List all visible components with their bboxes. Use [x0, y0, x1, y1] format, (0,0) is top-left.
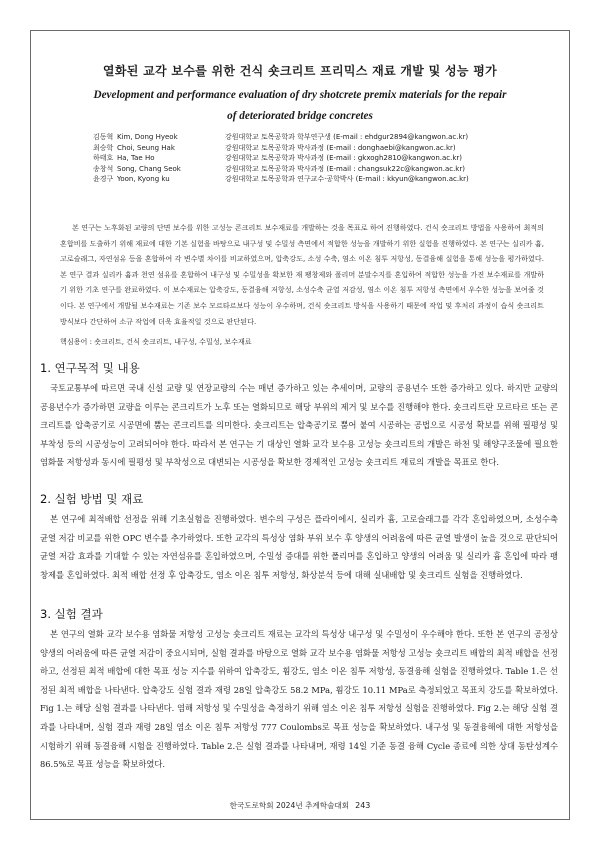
author-affiliation: 강원대학교 토목공학과 박사과정 (E-mail : changsuk22c@kangwon.ac.kr): [225, 164, 465, 173]
keywords: 핵심용어 : 숏크리트, 건식 숏크리트, 내구성, 수밀성, 보수재료: [60, 337, 252, 346]
paper-title-korean: 열화된 교각 보수를 위한 건식 숏크리트 프리믹스 재료 개발 및 성능 평가: [102, 64, 498, 78]
abstract: 본 연구는 노후화된 교량의 단면 보수를 위한 고성능 콘크리트 보수재료를 개발하는 것을 목표로 하여 진행하였다. 건식 숏크리트 방법을 사용하여 최적의 혼합비를 도출하기 위해 재료에 대한 기본 실험을 바탕으로 내구성 및 수밀성 측면에서 적합한 성능을 개발하기 위한 실험을 진행하였다. 본 연구는 실리카 흄, 고로슬래그, 자연섬유 등을 혼합하여 각 변수별 차이를 비교하였으며, 압축강도, 소성 수축, 염소 이온 침투 저항성, 동결융해 실험을 통해 성능을 평가하였다. 본 연구 결과 실리카 흄과 천연 섬유를 혼합하여 내구성 및 수밀성을 확보한 재 팽창제와 폴리머 분말수지를 혼입하여 적합한 성능을 가진 보수재료를 개발하기 위한 기초 연구를 완료하였다. 이 보수재료는 압축강도, 동결융해 저항성, 소성수축 균열 저감성, 염소 이온 침투 저항성 측면에서 우수한 성능을 보여줄 것이다. 본 연구에서 개발될 보수재료는 기존 보수 모르타르보다 성능이 우수하며, 건식 숏크리트 방식을 사용하기 때문에 작업 및 후처리 과정이 습식 숏크리트 방식보다 간단하여 소규 작업에 더욱 효율적일 것으로 판단된다.: [60, 223, 544, 326]
author-name-english: Choi, Seung Hak: [117, 143, 175, 152]
author-row: [93, 143, 469, 154]
author-name-korean: 하태호: [93, 154, 114, 163]
author-name-korean: 윤경구: [93, 175, 114, 184]
author-name-korean: 송창석: [93, 164, 114, 173]
author-name-korean: 최승학: [93, 143, 114, 152]
author-name-english: Ha, Tae Ho: [117, 154, 155, 163]
author-name-english: Yoon, Kyong ku: [117, 175, 170, 184]
author-list: [93, 132, 469, 185]
author-affiliation: 강원대학교 토목공학과 박사과정 (E-mail : gkxogh2810@kangwon.ac.kr): [225, 154, 463, 163]
author-affiliation: 강원대학교 토목공학과 학부연구생 (E-mail : ehdgur2894@kangwon.ac.kr): [225, 133, 469, 141]
section-heading: 3. 실험 결과: [40, 607, 103, 621]
author-row: [93, 164, 469, 175]
page-footer: [0, 800, 600, 811]
author-name-english: Kim, Dong Hyeok: [117, 133, 178, 141]
author-name-english: Song, Chang Seok: [117, 164, 181, 173]
author-affiliation: 강원대학교 토목공학과 박사과정 (E-mail : donghaebi@kangwon.ac.kr): [225, 143, 456, 152]
author-row: [93, 132, 469, 143]
section-heading: 2. 실험 방법 및 재료: [40, 492, 144, 506]
page-number: 243: [355, 801, 371, 810]
author-affiliation: 강원대학교 토목공학과 연구교수·공학박사 (E-mail : kkyun@kangwon.ac.kr): [225, 175, 469, 184]
paper-title-english: Development and performance evaluation of dry shotcrete premix materials for the repair of deteriorated bridge concretes: [93, 89, 507, 122]
section-body: 본 연구에 최적배합 선정을 위해 기초실험을 진행하였다. 변수의 구성은 플라이에시, 실리카 흄, 고로슬래그를 각각 혼입하였으며, 소성수축 균열 저감 비교를 위한 OPC 변수를 추가하였다. 또한 교각의 특성상 염화 부위 보수 후 양생의 어려움에 따른 균열 발생이 높을 것으로 판단되어 균열 저감 효과를 기대할 수 있는 자연섬유를 혼입하였으며, 수밀성 증대를 위한 폴리머를 혼입하고 양생의 어려움 및 실리카 흄 혼입에 따라 팽창제를 혼입하였다. 최적 배합 선정 후 압축강도, 염소 이온 침투 저항성, 화상분석 등에 대해 실내배합 및 숏크리트 실험을 진행하였다.: [40, 514, 558, 580]
author-name-korean: 김동혁: [93, 133, 114, 141]
section-body: 국토교통부에 따르면 국내 신설 교량 및 연장교량의 수는 매년 증가하고 있는 추세이며, 교량의 공용년수 또한 증가하고 있다. 하지만 교량의 공용년수가 증가하면 교량을 이루는 콘크리트가 노후 또는 열화되므로 해당 부위의 제거 및 보수를 진행해야 한다. 숏크리트란 모르타르 또는 콘크리트를 압축공기로 시공면에 뿜는 콘크리트를 의미한다. 숏크리트는 압축공기로 뿜어 붙여 시공하는 공법으로 시공성 확보를 위해 필평성 및 부착성 등의 시공성능이 고려되어야 한다. 따라서 본 연구는 기 대상인 열화 교각 보수용 고성능 숏크리트의 개발은 하천 및 해양구조물에 필요한 염화물 저항성과 동시에 필평성 및 부착성으로 대변되는 시공성을 확보한 경제적인 고성능 숏크리트 재료의 개발을 목표로 한다.: [40, 383, 558, 468]
author-row: [93, 174, 469, 185]
section-body: 본 연구의 열화 교각 보수용 염화물 저항성 고성능 숏크리트 재료는 교각의 특성상 내구성 및 수밀성이 우수해야 한다. 또한 본 연구의 공정상 양생의 어려움에 따른 균열 저감이 중요시되며, 실험 결과를 바탕으로 열화 교각 보수용 염화물 저항성 고성능 숏크리트 배합의 최적 배합을 선정하고, 선정된 최적 배합에 대한 목표 성능 지수를 위하여 압축강도, 휨강도, 염소 이온 침투 저항성, 동결융해 실험을 진행하였다. Table 1.은 선정된 최적 배합을 나타낸다. 압축강도 실험 결과 재령 28일 압축강도 58.2 MPa, 휨강도 10.11 MPa로 측정되었고 목표치 강도를 확보하였다. Fig 1.는 해당 실험 결과를 나타낸다. 염해 저항성 및 수밀성을 측정하기 위해 염소 이온 침투 저항성 실험을 진행하였다. Fig 2.는 해당 실험 결과를 나타내며, 실험 결과 재령 28일 염소 이온 침투 저항성 777 Coulombs로 목표 성능을 확보하였다. 내구성 및 동결융해에 대한 저항성을 시험하기 위해 동결융해 시험을 진행하였다. Table 2.은 실험 결과를 나타내며, 재령 14일 기준 동결 융해 Cycle 종료에 의한 상대 동탄성계수 86.5%로 목표 성능을 확보하였다.: [40, 629, 558, 770]
author-row: [93, 153, 469, 164]
footer-conference: 한국도로학회 2024년 추계학술대회: [229, 801, 350, 810]
section-heading: 1. 연구목적 및 내용: [40, 361, 140, 375]
